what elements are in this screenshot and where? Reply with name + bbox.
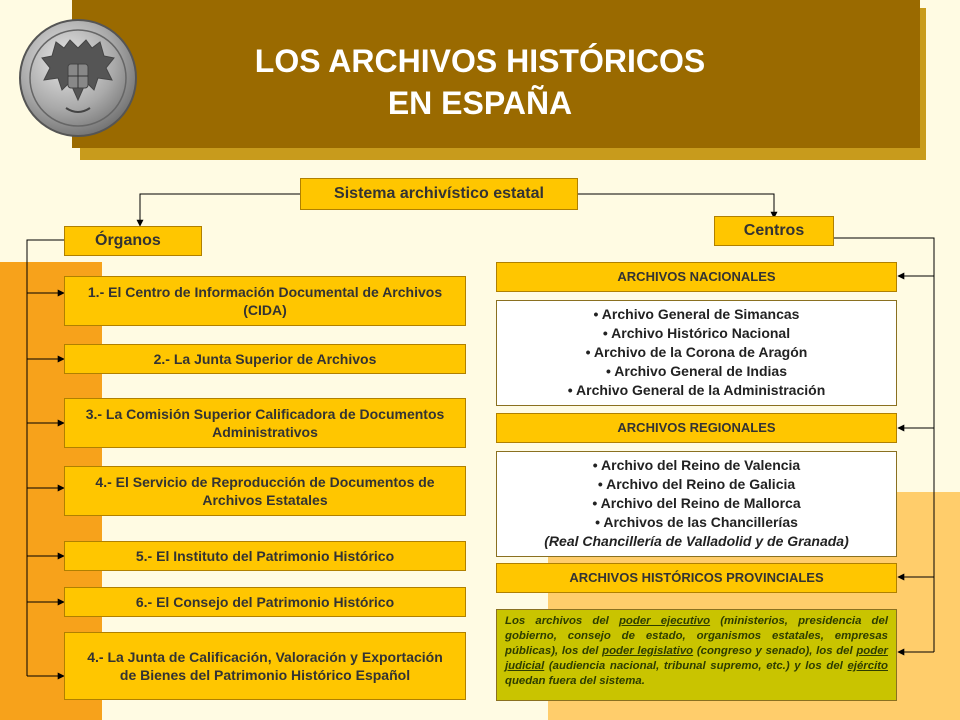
list-item: • Archivo de la Corona de Aragón — [585, 344, 808, 360]
archivos-regionales-label: ARCHIVOS REGIONALES — [617, 420, 776, 435]
organo-item-text: 5.- El Instituto del Patrimonio Histórico — [135, 548, 395, 564]
archivos-nacionales-header — [496, 262, 897, 292]
organo-item — [64, 466, 466, 516]
organo-item-text: 2.- La Junta Superior de Archivos — [153, 351, 377, 367]
centros-label: Centros — [743, 222, 805, 239]
note-text: quedan fuera del sistema. — [505, 675, 645, 687]
organo-item-text: 4.- La Junta de Calificación, Valoración y Exportación de Bienes del Patrimonio Histórico Español — [87, 649, 443, 683]
organo-item — [64, 587, 466, 617]
list-item: • Archivo del Reino de Mallorca — [592, 495, 801, 511]
archivos-regionales-list — [496, 451, 897, 557]
list-item: • Archivo del Reino de Galicia — [597, 476, 796, 492]
list-item: • Archivos de las Chancillerías — [595, 514, 798, 530]
archivos-regionales-header — [496, 413, 897, 443]
note-keyword-judicial: poder judicial — [505, 645, 888, 672]
note-keyword-ejercito: ejército — [847, 660, 888, 672]
organo-item — [64, 541, 466, 571]
organo-item-text: 1.- El Centro de Información Documental de Archivos (CIDA) — [87, 284, 443, 318]
system-label: Sistema archivístico estatal — [334, 185, 544, 202]
title-line-1: LOS ARCHIVOS HISTÓRICOS — [254, 43, 706, 79]
note-text: Los archivos del — [505, 615, 619, 627]
centros-box — [714, 216, 834, 246]
system-box — [300, 178, 578, 210]
organo-item — [64, 632, 466, 700]
organo-item — [64, 276, 466, 326]
organo-item — [64, 344, 466, 374]
archivos-provinciales-header — [496, 563, 897, 593]
organo-item-text: 4.- El Servicio de Reproducción de Documentos de Archivos Estatales — [95, 474, 435, 508]
organo-item-text: 3.- La Comisión Superior Calificadora de Documentos Administrativos — [85, 406, 445, 440]
list-item: • Archivo General de Simancas — [593, 306, 800, 322]
list-item: • Archivo Histórico Nacional — [602, 325, 791, 341]
organo-item-text: 6.- El Consejo del Patrimonio Histórico — [135, 594, 395, 610]
note-text: (congreso y senado), los del — [693, 645, 857, 657]
archivos-nacionales-list — [496, 300, 897, 406]
chancillerias-note: (Real Chancillería de Valladolid y de Granada) — [544, 533, 849, 549]
note-keyword-legislativo: poder legislativo — [602, 645, 694, 657]
archivos-nacionales-label: ARCHIVOS NACIONALES — [617, 269, 776, 284]
organos-label: Órganos — [95, 232, 161, 249]
list-item: • Archivo General de la Administración — [567, 382, 826, 398]
note-text: (ministerios, presidencia del gobierno, consejo de estado, organismos estatales, empresas públicas), los del — [505, 615, 888, 657]
exclusion-note — [496, 609, 897, 701]
organos-box — [64, 226, 202, 256]
note-text: (audiencia nacional, tribunal supremo, etc.) y los del — [544, 660, 848, 672]
organo-item — [64, 398, 466, 448]
list-item: • Archivo General de Indias — [606, 363, 787, 379]
list-item: • Archivo del Reino de Valencia — [592, 457, 801, 473]
archivos-provinciales-label: ARCHIVOS HISTÓRICOS PROVINCIALES — [569, 570, 824, 585]
note-keyword-ejecutivo: poder ejecutivo — [618, 615, 711, 627]
title-line-2: EN ESPAÑA — [387, 85, 573, 121]
